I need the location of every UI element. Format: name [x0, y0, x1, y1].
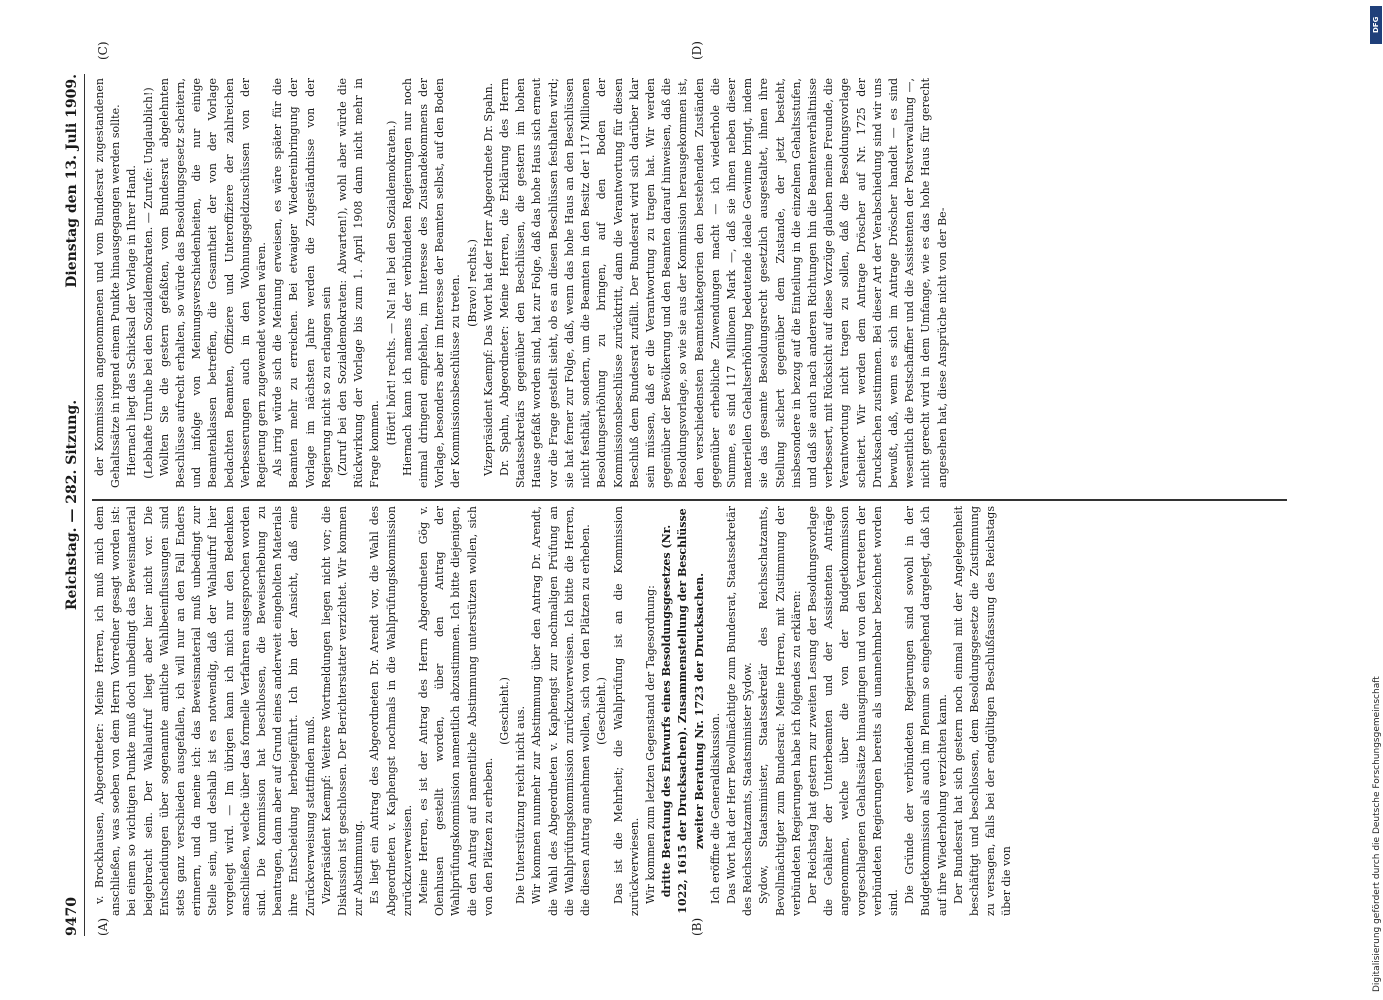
stage-direction: (Geschieht.) [595, 677, 609, 745]
paragraph: v. Brockhausen, Abgeordneter: Meine Herren, ich muß mich dem anschließen, was soeben von dem Herrn Vorredner gesagt worden ist: bei einem so wichtigen Punkte muß doch unbedingt das Beweismaterial beigebracht sein. Der Wahlaufruf liegt aber hier nicht vor. Die Entscheidungen über sogenannte amtliche Wahlbeeinflussungen sind stets ganz verschieden ausgefallen, ich will nur an den Fall Enders erinnern, und da meine ich: das Beweismaterial muß unbedingt zur Stelle sein, und deshalb ist es notwendig, daß der Wahlaufruf hier vorgelegt wird. — Im übrigen kann ich mich nur den Bedenken anschließen, welche über das formelle Verfahren ausgesprochen worden sind. Die Kommission hat beschlossen, die Beweiserhebung zu beantragen, dann aber auf Grund eines anderweit eingeholten Materials ihre Entscheidung herbeigeführt. Ich bin der Ansicht, daß eine Zurückverweisung stattfinden muß. [93, 506, 317, 916]
dfg-logo: DFG [1370, 6, 1382, 44]
digitization-credit [1372, 0, 1383, 1000]
paragraph: Hiernach kann ich namens der verbündeten Regierungen nur noch einmal dringend empfehlen, im Interesse des Zustandekommens der Vorlage, besonders aber im Interesse der Beamten selbst, auf den Boden der Kommissionsbeschlüsse zu treten. [400, 78, 463, 488]
page-number: 9470 [64, 897, 80, 936]
paragraph: Die Gründe der verbündeten Regierungen sind sowohl in der Budgetkommission als auch im Plenum so eingehend dargelegt, daß ich auf ihre Wiederholung verzichten kann. [903, 506, 949, 916]
paragraph: (Zuruf bei den Sozialdemokraten: Abwarten!), wohl aber würde die Rückwirkung der Vorlage bis zum 1. April 1908 dann nicht mehr in Frage kommen. [336, 78, 382, 488]
margin-marker-a: (A) [96, 917, 110, 936]
paragraph: Vizepräsident Kaempf: Das Wort hat der Herr Abgeordnete Dr. Spahn. [481, 82, 495, 476]
paragraph: Dr. Spahn, Abgeordneter: Meine Herren, die Erklärung des Herrn Staatssekretärs gegenüber den Beschlüssen, die gestern im hohen Hause gefaßt worden sind, hat zur Folge, daß das hohe Haus sich erneut vor die Frage gestellt sieht, ob es an diesen Beschlüssen festhalten wird; sie hat ferner zur Folge, daß, wenn das hohe Haus an den Beschlüssen nicht festhält, sondern, um die Beamten in den Besitz der 117 Millionen Besoldungserhöhung zu bringen, auf den Boden der Kommissionsbeschlüsse zurücktritt, dann die Verantwortung für diesen Beschluß dem Bundesrat zufällt. Der Bundesrat wird sich darüber klar sein müssen, daß er die Verantwortung zu tragen hat. Wir werden gegenüber der Bevölkerung und den Beamten darauf hinweisen, daß die Besoldungsvorlage, so wie sie aus der Kommission herausgekommen ist, den verschiedensten Beamtenkategorien den bestehenden Zuständen gegenüber erhebliche Zuwendungen macht — ich wiederhole die Summe, es sind 117 Millionen Mark —, daß sie ihnen neben dieser materiellen Gehaltserhöhung bedeutende ideale Gewinne bringt, indem sie das gesamte Besoldungsrecht gesetzlich ausgestaltet, ihnen ihre Stellung sichert gegenüber dem Zustande, der jetzt besteht, insbesondere in bezug auf die Einteilung in die einzelnen Gehaltsstufen, und daß sie auch nach anderen Richtungen hin die Beamtenverhältnisse verbessert, mit Rücksicht auf diese Vorzüge glauben meine Freunde, die Verantwortung nicht tragen zu sollen, daß die Besoldungsvorlage scheitert. Wir werden dem Antrage Dröscher auf Nr. 1725 der Drucksachen zustimmen. Bei dieser Art der Verabschiedung sind wir uns bewußt, daß, wenn es sich im Antrage Dröscher handelt — es sind wesentlich die Postschaffner und die Assistenten der Postverwaltung —, nicht gerecht wird in dem Umfange, wie es das hohe Haus für gerecht angesehen hat, diese Ansprüche nicht von der Be- [498, 78, 949, 488]
left-column [92, 506, 1292, 916]
paragraph: Hiernach liegt das Schicksal der Vorlage in Ihrer Hand. [125, 165, 139, 476]
paragraph: Wir kommen zum letzten Gegenstand der Tagesordnung: [643, 585, 657, 904]
stage-direction: (Geschieht.) [498, 677, 512, 745]
paragraph: Ich eröffne die Generaldiskussion. [708, 712, 722, 904]
page-header [58, 74, 85, 936]
paragraph: Die Unterstützung reicht nicht aus. [514, 706, 528, 904]
paragraph: Es liegt ein Antrag des Abgeordneten Dr. Arendt vor, die Wahl des Abgeordneten v. Kaphengst nochmals in die Wahlprüfungskommission zurückzuverweisen. [368, 506, 414, 916]
stage-direction: (Hört! hört! rechts. — Na! na! bei den Sozialdemokraten.) [384, 120, 398, 446]
paragraph: Vizepräsident Kaempf: Weitere Wortmeldungen liegen nicht vor; die Diskussion ist geschlossen. Der Berichterstatter verzichtet. Wir kommen zur Abstimmung. [319, 506, 366, 916]
paragraph: Das Wort hat der Herr Bevollmächtigte zum Bundesrat, Staatssekretär des Reichsschatzamts, Staatsminister Sydow. [724, 506, 755, 916]
paragraph: Sydow, Staatsminister, Staatssekretär des Reichsschatzamts, Bevollmächtigter zum Bundesrat: Meine Herren, mit Zustimmung der verbündeten Regierungen habe ich folgendes zu erklären: [757, 506, 803, 916]
right-column [92, 78, 1292, 488]
margin-marker-c: (C) [96, 41, 110, 60]
stage-direction: (Lebhafte Unruhe bei den Sozialdemokraten. — Zurufe: Unglaublich!) [141, 87, 155, 479]
session-title: Reichstag. — 282. Sitzung. [64, 399, 80, 611]
paragraph: der Kommission angenommenen und vom Bundesrat zugestandenen Gehaltssätze in irgend einem Punkte hinausgegangen werden sollte. [93, 78, 123, 488]
paragraph: Das ist die Mehrheit; die Wahlprüfung ist an die Kommission zurückverwiesen. [611, 506, 641, 916]
session-date: Dienstag den 13. Juli 1909. [64, 74, 80, 288]
credit-text: Digitalisierung gefördert durch die Deutsche Forschungsgemeinschaft [1372, 676, 1382, 992]
paragraph: Der Reichstag hat gestern zur zweiten Lesung der Besoldungsvorlage die Gehälter der Unterbeamten und der Assistenten Anträge angenommen, welche über die von der Budgetkommission vorgeschlagenen Gehaltssätze hinausgingen und von den Vertretern der verbündeten Regierungen bereits als unannehmbar bezeichnet worden sind. [805, 506, 900, 916]
margin-marker-b: (B) [690, 917, 704, 936]
margin-marker-d: (D) [690, 41, 704, 60]
paragraph: Wollten Sie die gestern gefaßten, vom Bundesrat abgelehnten Beschlüsse aufrecht erhalten, so würde das Besoldungsgesetz scheitern, und infolge von Meinungsverschiedenheiten, die nur einige Beamtenklassen betreffen, die Gesamtheit der von der Vorlage bedachten Beamten, Offiziere und Unteroffiziere der zahlreichen Verbesserungen auch in den Wohnungsgeldzuschüssen von der Regierung gern zugewendet worden wären. [157, 78, 269, 488]
agenda-item: dritte Beratung des Entwurfs eines Besoldungsgesetzes (Nr. 1022, 1615 der Drucksachen). Zusammenstellung der Beschlüsse zweiter Beratung Nr. 1723 der Drucksachen. [660, 508, 706, 914]
stage-direction: (Bravo! rechts.) [465, 239, 479, 327]
column-divider [92, 500, 1287, 502]
paragraph: Der Bundesrat hat sich gestern noch einmal mit der Angelegenheit beschäftigt und beschlossen, dem Besoldungsgesetze die Zustimmung zu versagen, falls bei der endgültigen Beschlußfassung des Reichstags über die von [951, 506, 1014, 916]
paragraph: Meine Herren, es ist der Antrag des Herrn Abgeordneten Gög v. Olenhusen gestellt worden, über den Antrag der Wahlprüfungskommission namentlich abzustimmen. Ich bitte diejenigen, die den Antrag auf namentliche Abstimmung unterstützen wollen, sich von den Plätzen zu erheben. [417, 506, 495, 916]
paragraph: Als irrig würde sich die Meinung erweisen, es wäre später für die Beamten mehr zu erreichen. Bei etwaiger Wiedereinbringung der Vorlage im nächsten Jahre werden die Zugeständnisse von der Regierung nicht so zu erlangen sein [271, 78, 333, 488]
paragraph: Wir kommen nunmehr zur Abstimmung über den Antrag Dr. Arendt, die Wahl des Abgeordneten v. Kaphengst zur nochmaligen Prüfung an die Wahlprüfungskommission zurückzuverweisen. Ich bitte die Herren, die diesen Antrag annehmen wollen, sich von den Plätzen zu erheben. [530, 506, 593, 916]
